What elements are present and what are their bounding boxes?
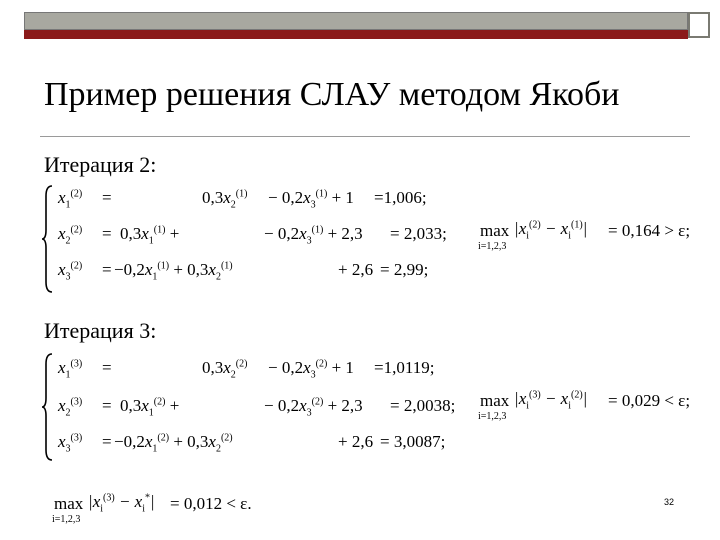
iteration-2-row-1-result: =1,006; [374,188,427,207]
title-underline [40,136,690,137]
system-brace [42,184,54,294]
max-operator: max [480,221,510,240]
iteration-2-row-2-result: = 2,033; [390,224,447,243]
max-range: i=1,2,3 [478,241,507,252]
max-range: i=1,2,3 [52,514,81,525]
max-operator: max [54,494,84,513]
decoration-square [688,12,710,38]
final-max-norm: max i=1,2,3 $|x_i^{(3)} - x_i^*|$ = 0,012 < ε. [52,492,252,525]
iteration-2-system: $x_1^{(2)}$ = $0,3x_2^{(1)}$ − $0,2x_3^{(1)} + 1$ =1,006; $x_2^{(2)}$ = $0,3x_1^{(1)}$ + − $0,2x_3^{(1)} + 2,3$ = 2,033; $x_3^{(2)}$ = $-0,2x_1^{(1)} + 0,3x_2^{(1)}$ + 2,6 = 2,99; [42,184,462,294]
iteration-3-max-norm: max i=1,2,3 $|x_i^{(3)} - x_i^{(2)}|$ = 0,029 < ε; [478,389,691,422]
iteration-3-row-2-result: = 2,0038; [390,396,456,415]
iteration-3-label: Итерация 3: [44,318,157,343]
iteration-2-row-3-result: = 2,99; [380,260,429,279]
slide-title: Пример решения СЛАУ методом Якоби [44,76,620,113]
decoration-gray-stripe [24,12,688,30]
iteration-2-max-norm: max i=1,2,3 $|x_i^{(2)} - x_i^{(1)}|$ = 0,164 > ε; [478,219,691,252]
iteration-3-system: $x_1^{(3)}$ = $0,3x_2^{(2)}$ − $0,2x_3^{(2)} + 1$ =1,0119; $x_2^{(3)}$ = $0,3x_1^{(2)}$ + − $0,2x_3^{(2)} + 2,3$ = 2,0038; $x_3^{(3)}$ = $-0,2x_1^{(2)} + 0,3x_2^{(2)}$ + 2,6 = 3,0087; [42,352,462,462]
final-max-value: = 0,012 < ε. [170,494,252,513]
iteration-2-label: Итерация 2: [44,152,157,177]
iteration-3-row-3-result: = 3,0087; [380,432,446,451]
page-number: 32 [664,497,675,507]
iteration-3-row-1-result: =1,0119; [374,358,435,377]
iteration-2-max-value: = 0,164 > ε; [608,221,691,240]
system-brace [42,352,54,462]
title-decoration-bar [24,12,688,40]
max-range: i=1,2,3 [478,411,507,422]
max-operator: max [480,391,510,410]
decoration-red-stripe [24,30,688,39]
iteration-3-max-value: = 0,029 < ε; [608,391,691,410]
